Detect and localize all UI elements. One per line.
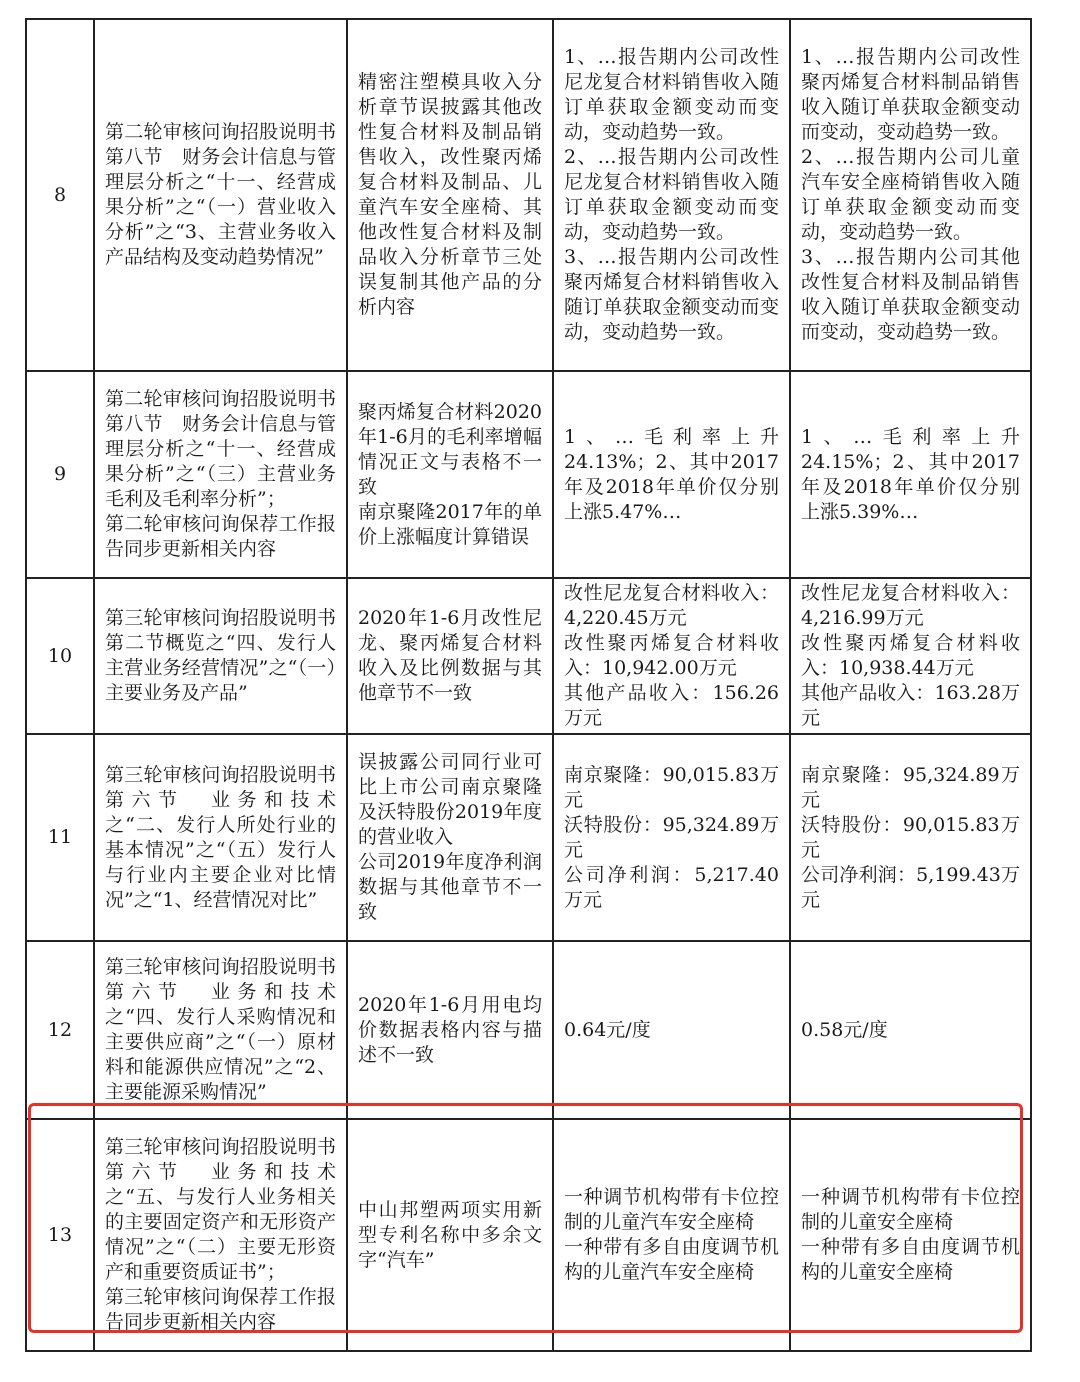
corrected-text: 改性尼龙复合材料收入：4,216.99万元 改性聚丙烯复合材料收入：10,938.44万元 其他产品收入：163.28万元 [790,578,1031,734]
table-row [26,941,1031,1119]
corrected-text: 1、…报告期内公司改性聚丙烯复合材料制品销售收入随订单获取金额变动而变动，变动趋势一致。 2、…报告期内公司儿童汽车安全座椅销售收入随订单获取金额变动而变动，变动趋势一致。 3、…报告期内公司其他改性复合材料及制品销售收入随订单获取金额变动而变动，变动趋势一致。 [790,19,1031,371]
table-row [26,578,1031,734]
original-text: 1、…报告期内公司改性尼龙复合材料销售收入随订单获取金额变动而变动，变动趋势一致。 2、…报告期内公司改性尼龙复合材料销售收入随订单获取金额变动而变动，变动趋势一致。 3、…报告期内公司改性聚丙烯复合材料销售收入随订单获取金额变动而变动，变动趋势一致。 [553,19,790,371]
corrected-text: 南京聚隆：95,324.89万元 沃特股份：90,015.83万元 公司净利润：5,199.43万元 [790,734,1031,941]
original-text: 1、…毛利率上升24.13%；2、其中2017年及2018年单价仅分别上涨5.47%… [553,371,790,578]
disclosure-location: 第三轮审核问询招股说明书第二节概览之“四、发行人主营业务经营情况”之“（一）主要业务及产品” [94,578,347,734]
disclosure-location: 第二轮审核问询招股说明书第八节 财务会计信息与管理层分析之“十一、经营成果分析”之“（一）营业收入分析”之“3、主营业务收入产品结构及变动趋势情况” [94,19,347,371]
table-row [26,19,1031,371]
original-text: 改性尼龙复合材料收入：4,220.45万元 改性聚丙烯复合材料收入：10,942.00万元 其他产品收入：156.26万元 [553,578,790,734]
issue-description: 2020年1-6月用电均价数据表格内容与描述不一致 [347,941,553,1119]
table-row-highlighted [26,1119,1031,1351]
disclosure-location: 第三轮审核问询招股说明书第六节 业务和技术之“二、发行人所处行业的基本情况”之“（五）发行人与行业内主要企业对比情况”之“1、经营情况对比” [94,734,347,941]
row-number: 12 [26,941,94,1119]
correction-table [25,18,1032,1352]
table-row [26,371,1031,578]
original-text: 0.64元/度 [553,941,790,1119]
row-number: 8 [26,19,94,371]
row-number: 11 [26,734,94,941]
corrected-text: 0.58元/度 [790,941,1031,1119]
disclosure-location: 第三轮审核问询招股说明书第六节 业务和技术之“五、与发行人业务相关的主要固定资产和无形资产情况”之“（二）主要无形资产和重要资质证书”； 第三轮审核问询保荐工作报告同步更新相关内容 [94,1119,347,1351]
table-row [26,734,1031,941]
issue-description: 精密注塑模具收入分析章节误披露其他改性复合材料及制品销售收入，改性聚丙烯复合材料及制品、儿童汽车安全座椅、其他改性复合材料及制品收入分析章节三处误复制其他产品的分析内容 [347,19,553,371]
corrected-text: 一种调节机构带有卡位控制的儿童安全座椅 一种带有多自由度调节机构的儿童安全座椅 [790,1119,1031,1351]
original-text: 南京聚隆：90,015.83万元 沃特股份：95,324.89万元 公司净利润：5,217.40万元 [553,734,790,941]
row-number: 10 [26,578,94,734]
row-number: 13 [26,1119,94,1351]
issue-description: 中山邦塑两项实用新型专利名称中多余文字“汽车” [347,1119,553,1351]
original-text: 一种调节机构带有卡位控制的儿童汽车安全座椅 一种带有多自由度调节机构的儿童汽车安全座椅 [553,1119,790,1351]
corrected-text: 1、…毛利率上升24.15%；2、其中2017年及2018年单价仅分别上涨5.39%… [790,371,1031,578]
disclosure-location: 第二轮审核问询招股说明书第八节 财务会计信息与管理层分析之“十一、经营成果分析”之“（三）主营业务毛利及毛利率分析”； 第二轮审核问询保荐工作报告同步更新相关内容 [94,371,347,578]
issue-description: 误披露公司同行业可比上市公司南京聚隆及沃特股份2019年度的营业收入 公司2019年度净利润数据与其他章节不一致 [347,734,553,941]
issue-description: 2020年1-6月改性尼龙、聚丙烯复合材料收入及比例数据与其他章节不一致 [347,578,553,734]
issue-description: 聚丙烯复合材料2020年1-6月的毛利率增幅情况正文与表格不一致 南京聚隆2017年的单价上涨幅度计算错误 [347,371,553,578]
disclosure-location: 第三轮审核问询招股说明书第六节 业务和技术之“四、发行人采购情况和主要供应商”之“（一）原材料和能源供应情况”之“2、主要能源采购情况” [94,941,347,1119]
row-number: 9 [26,371,94,578]
